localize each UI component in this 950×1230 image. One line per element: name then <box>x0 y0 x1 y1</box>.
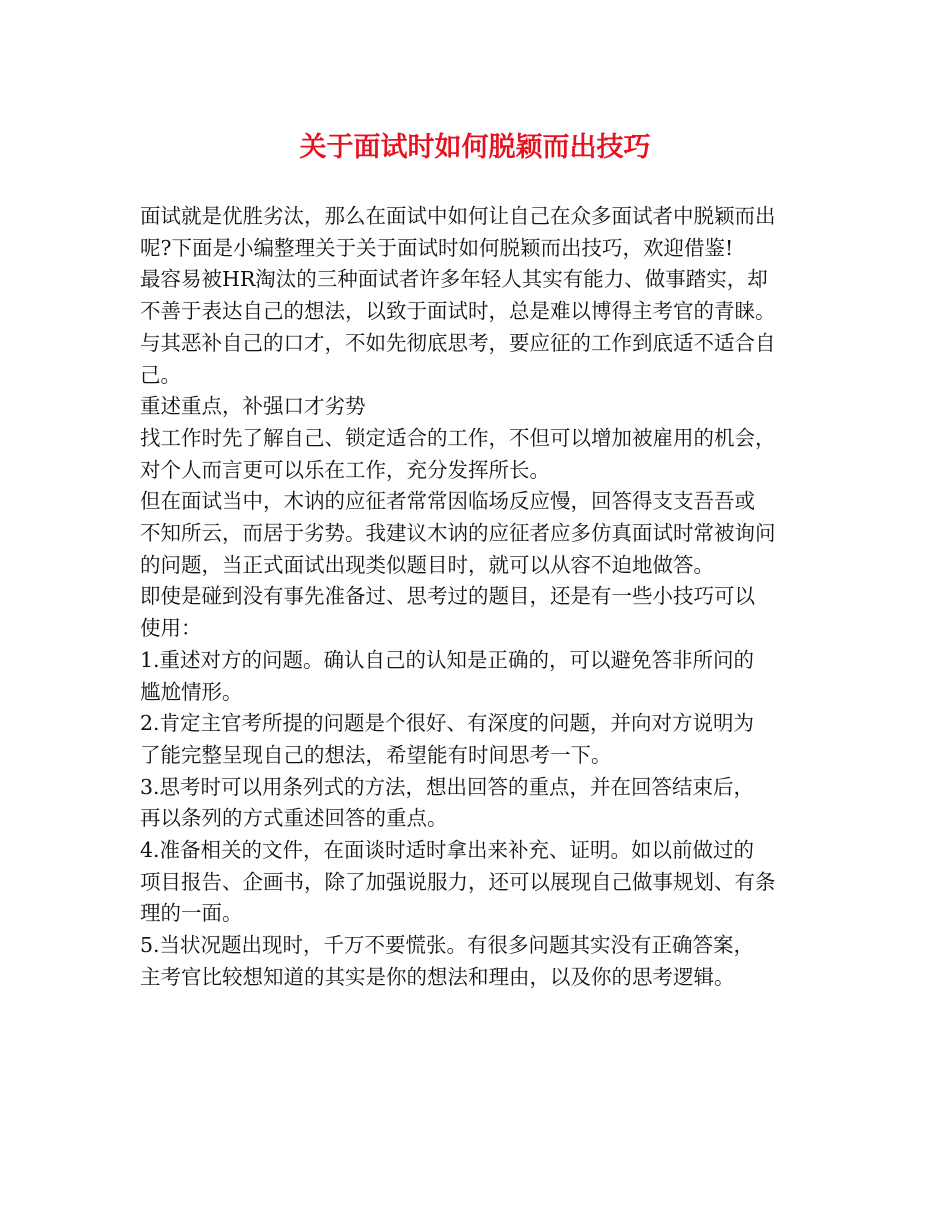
paragraph-hr-eliminated <box>140 264 840 391</box>
text-line: 呢?下面是小编整理关于关于面试时如何脱颖而出技巧，欢迎借鉴! <box>140 235 734 260</box>
text-line: 对个人而言更可以乐在工作，充分发挥所长。 <box>140 457 550 482</box>
text-line: 找工作时先了解自己、锁定适合的工作，不但可以增加被雇用的机会， <box>140 425 776 450</box>
text-line: 与其恶补自己的口才，不如先彻底思考，要应征的工作到底适不适合自 <box>140 330 776 355</box>
text-line: 再以条列的方式重述回答的重点。 <box>140 806 448 831</box>
paragraph-tip-5 <box>140 930 840 993</box>
text-line: 不知所云，而居于劣势。我建议木讷的应征者应多仿真面试时常被询问 <box>140 521 776 546</box>
paragraph-tip-1 <box>140 645 840 708</box>
paragraph-tip-3 <box>140 772 840 835</box>
text-line: 项目报告、企画书，除了加强说服力，还可以展现自己做事规划、有条 <box>140 869 776 894</box>
text-line: 理的一面。 <box>140 901 243 926</box>
text-line: 3.思考时可以用条列式的方法，想出回答的重点，并在回答结束后， <box>140 774 755 799</box>
text-line: 4.准备相关的文件，在面谈时适时拿出来补充、证明。如以前做过的 <box>140 838 755 863</box>
document-body <box>140 201 840 994</box>
paragraph-slow-reaction <box>140 486 840 581</box>
text-line: 1.重述对方的问题。确认自己的认知是正确的，可以避免答非所问的 <box>140 647 755 672</box>
paragraph-tip-2 <box>140 708 840 771</box>
text-line: 5.当状况题出现时，千万不要慌张。有很多问题其实没有正确答案， <box>140 933 755 958</box>
paragraph-know-yourself <box>140 423 840 486</box>
text-line: 但在面试当中，木讷的应征者常常因临场反应慢，回答得支支吾吾或 <box>140 489 755 514</box>
text-line: 主考官比较想知道的其实是你的想法和理由，以及你的思考逻辑。 <box>140 964 735 989</box>
text-line: 即使是碰到没有事先准备过、思考过的题目，还是有一些小技巧可以 <box>140 584 755 609</box>
paragraph-tip-4 <box>140 835 840 930</box>
text-line: 面试就是优胜劣汰，那么在面试中如何让自己在众多面试者中脱颖而出 <box>140 204 776 228</box>
text-line: 己。 <box>140 362 181 387</box>
document-title: 关于面试时如何脱颖而出技巧 <box>299 132 651 163</box>
text-line: 重述重点，补强口才劣势 <box>140 394 366 419</box>
text-line: 使用： <box>140 616 202 641</box>
text-line: 了能完整呈现自己的想法，希望能有时间思考一下。 <box>140 742 612 767</box>
text-line: 的问题，当正式面试出现类似题目时，就可以从容不迫地做答。 <box>140 552 714 577</box>
text-line: 不善于表达自己的想法，以致于面试时，总是难以博得主考官的青睐。 <box>140 299 776 324</box>
paragraph-intro <box>140 201 840 264</box>
text-line: 尴尬情形。 <box>140 679 243 704</box>
paragraph-subheading <box>140 391 840 423</box>
text-line: 2.肯定主官考所提的问题是个很好、有深度的问题，并向对方说明为 <box>140 711 755 736</box>
paragraph-tips-intro <box>140 581 840 644</box>
text-line: 最容易被HR淘汰的三种面试者许多年轻人其实有能力、做事踏实，却 <box>140 267 768 292</box>
